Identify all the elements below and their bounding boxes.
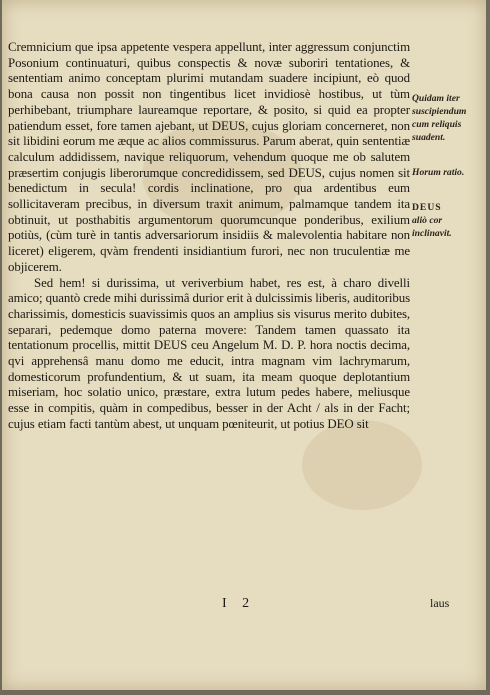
marginal-note-quidam: Quidam iter suscipiendum cum reliquis suadent.	[412, 93, 467, 143]
paragraph-2: Sed hem! si durissima, ut veriverbium habet, res est, à charo divelli amico; quantò crede mihi durissimâ durior erit à dulcissimis liberis, auditoribus charissimis, domesticis suavissimis quos an amplius sis visurus merito dubites, separari, pedemque domo paterna movere: Tandem tamen quassato ita tentationum procellis, mittit DEUS ceu Angelum M. D. P. hora noctis decima, qvi apprehensâ manu domo me educit, intra magnam vim lachrymarum, domesticorum profundentium, & ut suam, ita meam quoque deplotantium miseriam, hoc solatio unico, præstare, extra lutum pedes habere, meliusque esse in compitis, quàm in compedibus, besser in der Acht / als in der Facht; cujus etiam facti tantùm abest, ut unquam pœniteurit, ut potius DEO sit	[8, 275, 410, 431]
signature-mark: I 2	[222, 596, 256, 611]
marginal-note-deus-title: DEUS	[412, 202, 442, 213]
paragraph-1: Cremnicium que ipsa appetente vespera appellunt, inter aggressum conjunctim Posonium continuaturi, quibus conspectis & novæ suboriri tentationes, & sententiam animo conceptam plurimi mutandam suadere incipiunt, eò quod bona causa non possit non tingentibus licet invidiosè hostibus, ut tùm perhibebant, triumphare laureamque reportare, & posito, si quid ea propter patiendum esset, fore tamen ajebant, ut DEUS, cujus gloriam concerneret, non sit libidini eorum me æque ac alios commissurus. Parum aberat, quin sententiæ calculum addidissem, navique reliquorum, vehendum quoque me ob salutem præsertim conjugis liberorumque concredidissem, sed DEUS, cujus nomen sit benedictum in secula! cordis inclinatione, pro qua ardentibus eum sollicitaveram precibus, in diversum traxit animum, palmamque tandem ita obtinuit, ut posthabitis argumentorum quorumcunque ponderibus, exilium potiùs, (cùm turè in tantis adversariorum insidiis & malevolentia habitare non liceret) eligerem, qvàm frendenti insidiantium furori, nec non truculentiæ me objicerem.	[8, 40, 410, 274]
marginal-note-deus	[412, 201, 482, 240]
marginal-note-deus-text: aliò cor inclinavit.	[412, 215, 452, 239]
catchword: laus	[430, 596, 450, 610]
main-text	[8, 40, 410, 433]
paper-stain	[302, 420, 422, 510]
marginal-notes	[412, 92, 482, 240]
marginal-note-horum-ratio: Horum ratio.	[412, 167, 465, 178]
